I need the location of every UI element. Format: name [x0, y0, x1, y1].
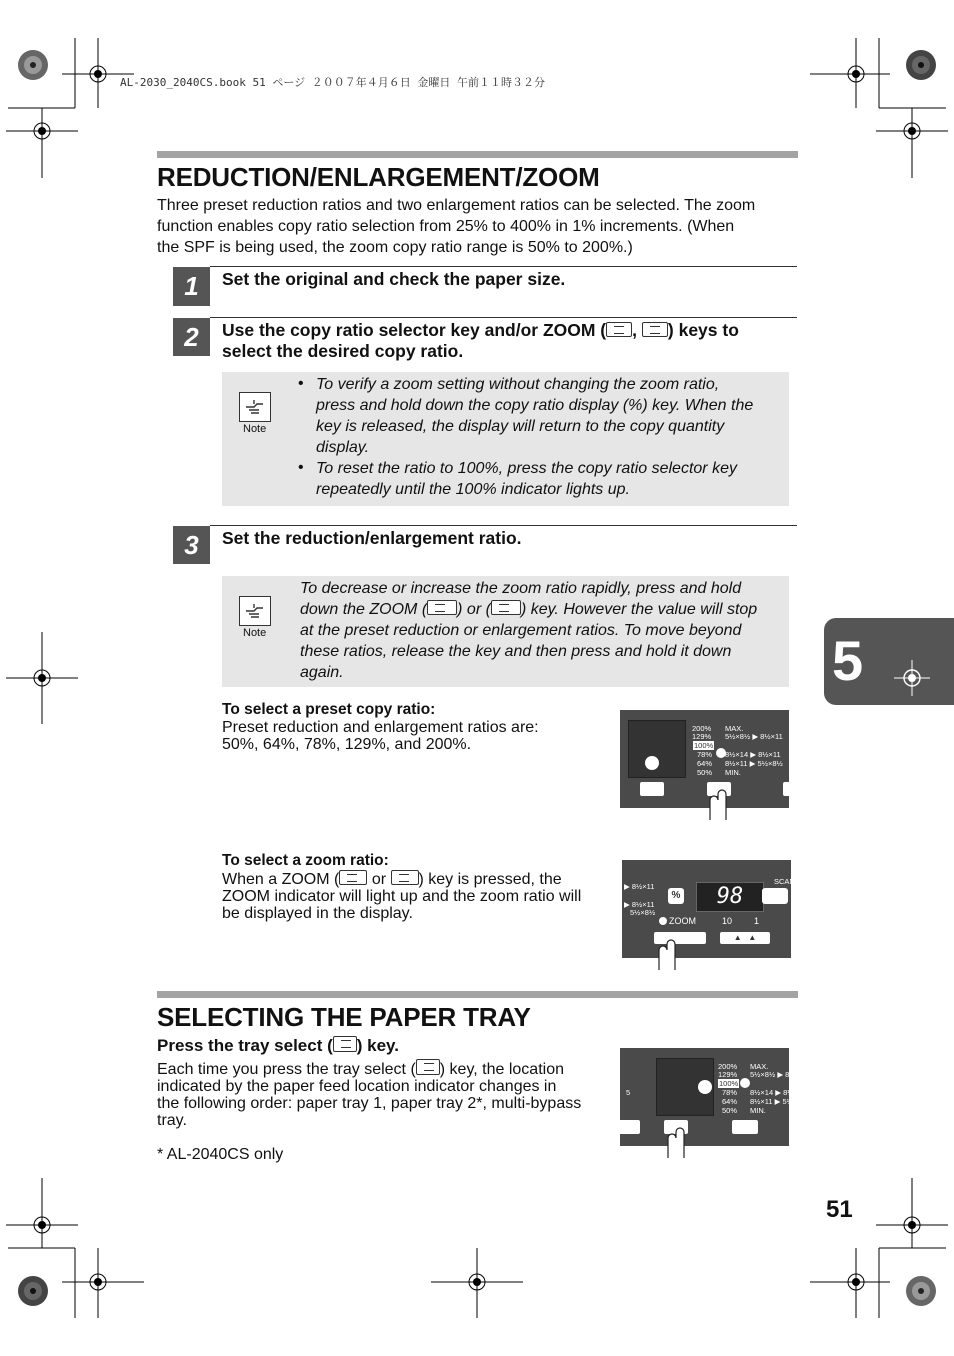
ratio-label: 50% — [722, 1106, 738, 1115]
step-title-text: ) keys to — [667, 320, 739, 340]
paper-size-label: ▶ 8½×11 — [624, 882, 655, 891]
tray-text-part: ) key, the location — [439, 1061, 564, 1078]
ratio-100-indicator: 100% — [719, 1079, 739, 1088]
ratio-label: 129% — [692, 732, 712, 741]
step-title-text: Use the copy ratio selector key and/or ZOOM ( — [222, 320, 607, 340]
copy-ratio-display-key[interactable]: % — [668, 888, 684, 904]
zoom-down-key-icon — [427, 600, 457, 615]
ratio-label: 129% — [718, 1070, 738, 1079]
ratio-label: MIN. — [725, 768, 741, 777]
zoom-text — [222, 870, 606, 922]
zoom-text-part: ) key is pressed, the — [418, 871, 562, 888]
paper-size-label: ▶ 8½×11 — [624, 900, 655, 909]
paper-size-label: 5½×8½ — [630, 908, 656, 917]
tray-paragraph — [157, 1059, 581, 1129]
note-box — [222, 576, 789, 687]
step-number: 3 — [173, 526, 210, 564]
step-title: Set the reduction/enlargement ratio. — [222, 528, 522, 548]
operation-panel-tray — [620, 1048, 796, 1146]
subheading-text: ) key. — [356, 1036, 399, 1055]
ratio-label: 8½×11 ▶ 5½ — [750, 1097, 793, 1106]
tray-subheading — [157, 1036, 399, 1056]
ratio-label: 8½×11 ▶ 5½×8½ — [725, 759, 783, 768]
tray-line — [157, 1059, 581, 1078]
note-box — [222, 372, 789, 506]
step-title — [222, 320, 797, 362]
step-number: 2 — [173, 318, 210, 356]
zoom-line: ZOOM indicator will light up and the zoom ratio will — [222, 888, 582, 905]
preset-line: Preset reduction and enlargement ratios are: — [222, 719, 539, 736]
paper-feed-location-indicator — [698, 1080, 712, 1094]
preset-heading: To select a preset copy ratio: — [222, 701, 436, 718]
ratio-label: 78% — [722, 1088, 738, 1097]
zoom-text-part: or — [371, 871, 387, 888]
note-bullet-1 — [316, 374, 753, 458]
finger-press-icon — [706, 790, 730, 820]
ratio-label: 200% — [692, 724, 712, 733]
tray-select-key-icon — [333, 1036, 357, 1052]
note-line: display. — [316, 439, 370, 456]
section-title-paper-tray: SELECTING THE PAPER TRAY — [157, 1002, 531, 1032]
preset-line: 50%, 64%, 78%, 129%, and 200%. — [222, 736, 472, 753]
ratio-label: 64% — [697, 759, 713, 768]
note-line: again. — [300, 664, 344, 681]
zoom-down-key-icon — [606, 322, 632, 337]
quantity-label: 10 — [722, 916, 733, 926]
copy-display: 98 — [696, 882, 764, 912]
note-line — [300, 599, 757, 620]
zoom-down-key-icon — [339, 870, 367, 885]
indicator-led — [645, 756, 659, 770]
zoom-indicator-led — [659, 917, 667, 925]
tray-line: tray. — [157, 1112, 187, 1129]
note-line: To decrease or increase the zoom ratio rapidly, press and hold — [300, 580, 742, 597]
ratio-label: 5½×8½ ▶ 8½ — [750, 1070, 796, 1079]
note-label: Note — [243, 627, 267, 639]
tray-select-key-icon — [416, 1059, 440, 1075]
scan-key[interactable] — [762, 888, 788, 904]
ratio-label: 50% — [697, 768, 713, 777]
ratio-label: 8½×14 ▶ 8½ — [750, 1088, 794, 1097]
tray-select-button[interactable] — [640, 782, 664, 796]
section-bar — [157, 151, 798, 158]
finger-press-icon — [664, 1128, 688, 1158]
subheading-text: Press the tray select ( — [157, 1036, 333, 1055]
step-rule — [210, 525, 797, 526]
note-text — [300, 578, 757, 683]
step-rule — [210, 266, 797, 267]
preset-text — [222, 719, 603, 753]
ratio-label: 5½×8½ ▶ 8½×11 — [725, 732, 783, 741]
zoom-label: ZOOM — [669, 916, 696, 926]
note-line: To reset the ratio to 100%, press the copy ratio selector key — [316, 460, 737, 477]
zoom-up-key-icon — [491, 600, 521, 615]
tray-line: indicated by the paper feed location indicator changes in — [157, 1078, 557, 1095]
note-line: To verify a zoom setting without changing the zoom ratio, — [316, 376, 720, 393]
panel-button[interactable] — [620, 1120, 640, 1134]
note-line: these ratios, release the key and then press and hold it down — [300, 643, 732, 660]
copy-ratio-button[interactable] — [732, 1120, 758, 1134]
ratio-label: 78% — [697, 750, 713, 759]
note-text-part: down the ZOOM ( — [300, 601, 428, 618]
ratio-100-indicator: 100% — [694, 741, 714, 750]
ratio-label: 8½×14 ▶ 8½×11 — [725, 750, 781, 759]
note-hand-icon — [239, 392, 271, 422]
intro-line: the SPF is being used, the zoom copy ratio range is 50% to 200%.) — [157, 239, 633, 256]
section-title-zoom: REDUCTION/ENLARGEMENT/ZOOM — [157, 162, 600, 192]
step-title: Set the original and check the paper size. — [222, 269, 566, 289]
ratio-label: MAX. — [725, 724, 744, 733]
note-hand-icon — [239, 596, 271, 626]
book-header-line: AL-2030_2040CS.book 51 ページ ２００７年４月６日 金曜日 午前１１時３２分 — [120, 76, 545, 89]
note-line: key is released, the display will return to the copy quantity — [316, 418, 725, 435]
page-number: 51 — [826, 1196, 853, 1223]
tray-indicator-block — [628, 720, 686, 778]
panel-button[interactable] — [783, 782, 791, 796]
scan-label: SCAN — [774, 877, 795, 886]
zoom-line — [222, 870, 606, 888]
zoom-heading: To select a zoom ratio: — [222, 852, 389, 869]
panel-side-label: 5 — [626, 1088, 631, 1097]
quantity-label: 1 — [754, 916, 760, 926]
bullet: • — [298, 375, 304, 392]
ratio-label: 64% — [722, 1097, 738, 1106]
zoom-up-key-icon — [391, 870, 419, 885]
chapter-reg-mark — [894, 660, 930, 696]
note-line: press and hold down the copy ratio display (%) key. When the — [316, 397, 754, 414]
ratio-label: MIN. — [750, 1106, 766, 1115]
zoom-up-key-icon — [642, 322, 668, 337]
ratio-label: MAX. — [750, 1062, 769, 1071]
section-bar — [157, 991, 798, 998]
note-label: Note — [243, 423, 267, 435]
intro-line: Three preset reduction ratios and two enlargement ratios can be selected. The zoom — [157, 197, 756, 214]
finger-press-icon — [655, 940, 679, 970]
note-line: repeatedly until the 100% indicator lights up. — [316, 481, 630, 498]
note-line: at the preset reduction or enlargement ratios. To move beyond — [300, 622, 742, 639]
bullet: • — [298, 459, 304, 476]
zoom-text-part: When a ZOOM ( — [222, 871, 340, 888]
operation-panel-ratio — [620, 710, 789, 808]
operation-panel-zoom — [622, 860, 795, 958]
step-title-text: , — [632, 320, 638, 340]
step-title-text: select the desired copy ratio. — [222, 341, 464, 361]
quantity-keys[interactable]: ▲ ▲ — [720, 932, 770, 944]
tray-line: the following order: paper tray 1, paper tray 2*, multi-bypass — [157, 1095, 582, 1112]
note-text-part: ) or ( — [457, 601, 491, 618]
indicator-led — [740, 1078, 750, 1088]
step-number: 1 — [173, 267, 210, 306]
note-bullet-2 — [316, 458, 737, 500]
zoom-line: be displayed in the display. — [222, 905, 413, 922]
footnote: * AL-2040CS only — [157, 1146, 284, 1163]
chapter-number: 5 — [832, 629, 864, 692]
ratio-label: 200% — [718, 1062, 738, 1071]
note-text-part: ) key. However the value will stop — [520, 601, 758, 618]
tray-text-part: Each time you press the tray select ( — [157, 1061, 416, 1078]
intro-line: function enables copy ratio selection from 25% to 400% in 1% increments. (When — [157, 218, 735, 235]
intro-paragraph — [157, 195, 755, 258]
step-rule — [210, 317, 797, 318]
